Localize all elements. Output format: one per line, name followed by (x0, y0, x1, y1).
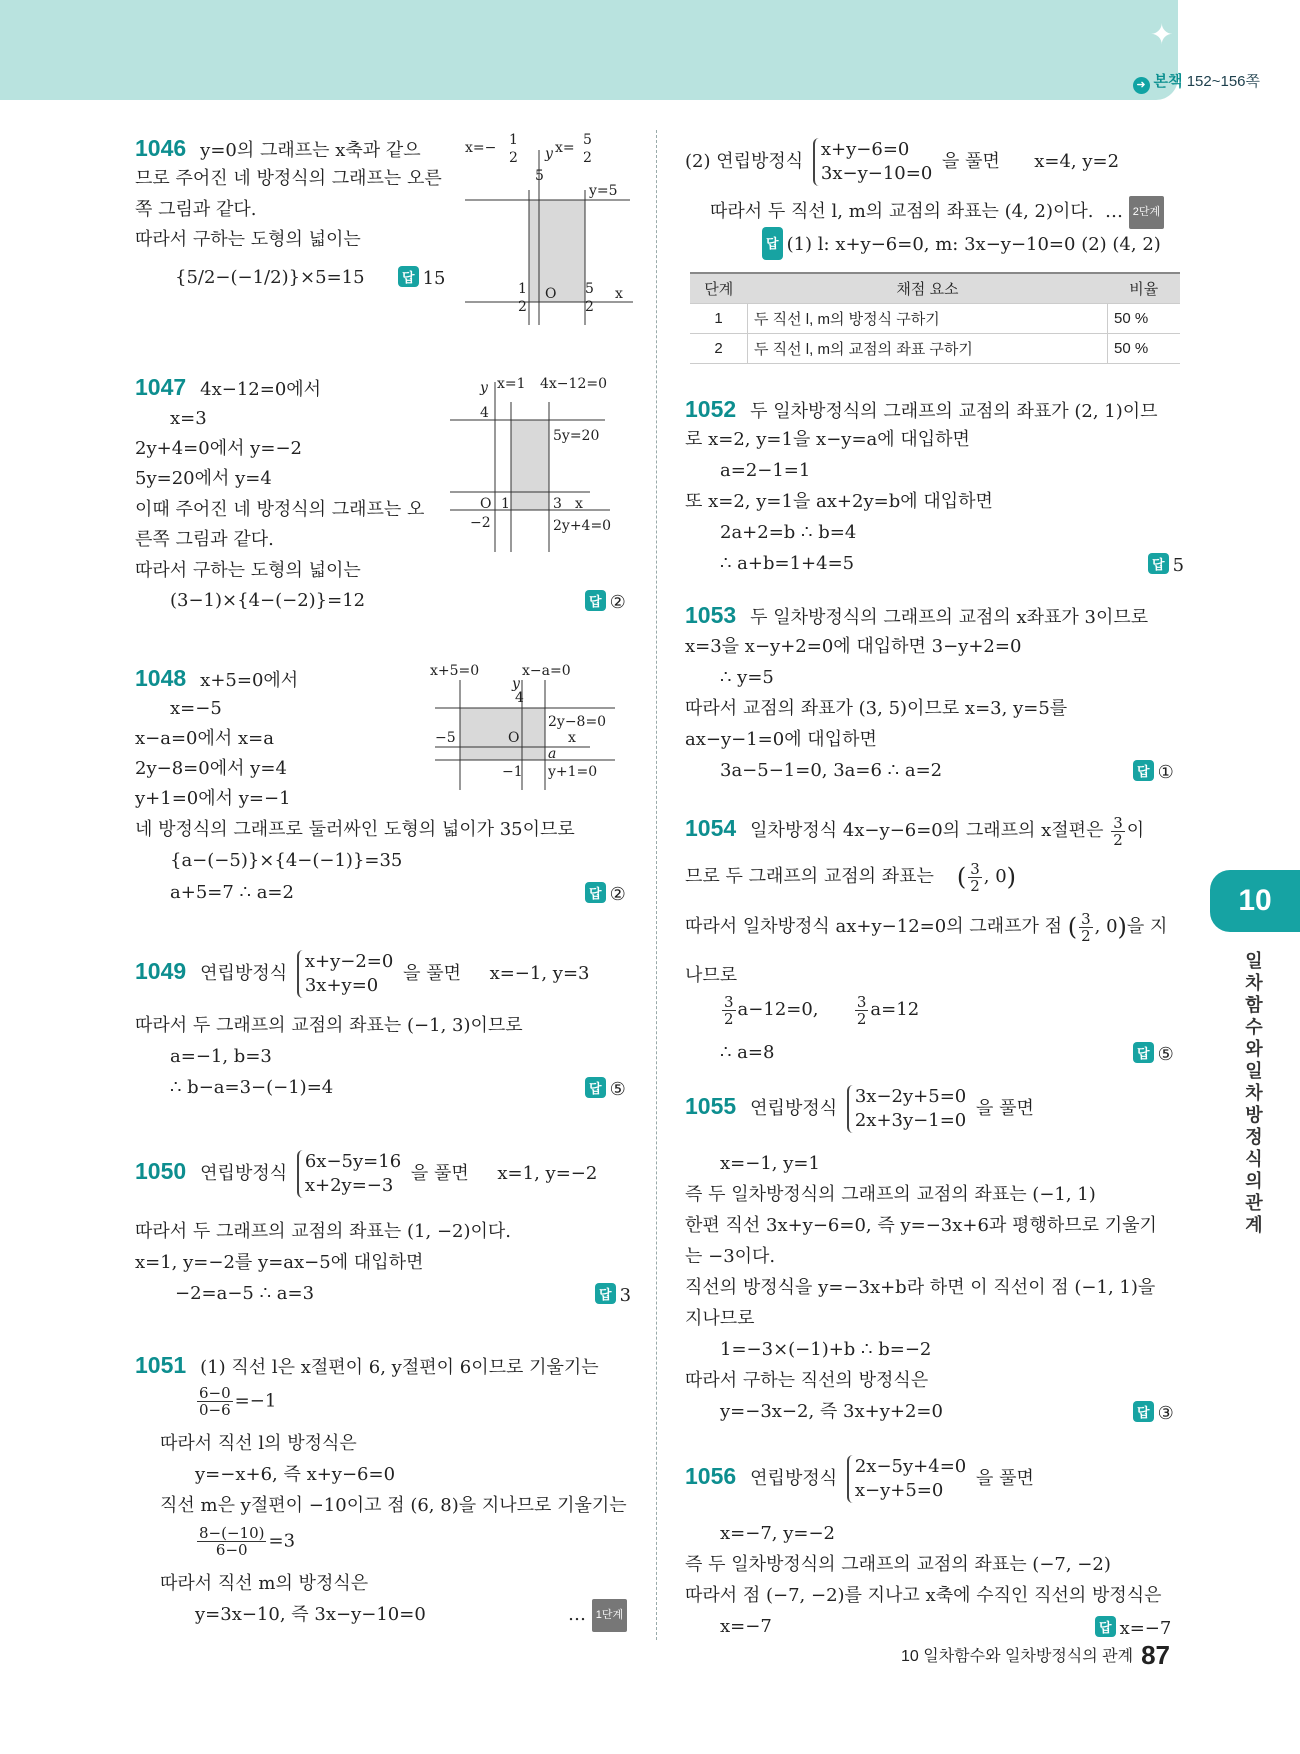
equation-system: 3x−2y+5=0 2x+3y−1=0 (847, 1085, 966, 1133)
svg-text:5: 5 (535, 168, 544, 184)
arrow-right-icon: ➜ (1133, 77, 1150, 94)
svg-text:2y+4=0: 2y+4=0 (553, 518, 612, 534)
page-reference: ➜ 본책 152~156쪽 (1133, 70, 1260, 94)
page-footer: 10 일차함수와 일차방정식의 관계 87 (901, 1640, 1170, 1670)
shaded-region (511, 420, 549, 510)
answer: 답 ③ (1133, 1401, 1174, 1424)
svg-text:x: x (615, 286, 623, 302)
shaded-region (529, 200, 585, 302)
answer: 답 x=−7 (1095, 1616, 1171, 1639)
fraction: $\frac{3}{2}$ (1081, 909, 1091, 945)
svg-text:2: 2 (509, 150, 518, 166)
svg-text:5: 5 (585, 281, 594, 297)
header-band (0, 0, 1178, 100)
answer: 답 5 (1148, 553, 1184, 576)
equation-system: 6x−5y=16 x+2y=−3 (297, 1150, 401, 1198)
answer: 답 3 (595, 1283, 631, 1306)
fraction: $\frac{3}{2}$ (1113, 813, 1123, 849)
svg-text:x+5=0: x+5=0 (430, 663, 480, 679)
graph-1046 (465, 130, 640, 330)
svg-text:x−a=0: x−a=0 (522, 663, 571, 679)
answer: 답 ② (585, 882, 626, 905)
svg-text:2y−8=0: 2y−8=0 (548, 714, 607, 730)
svg-text:4x−12=0: 4x−12=0 (540, 376, 607, 392)
svg-text:−5: −5 (435, 730, 456, 746)
svg-text:y=5: y=5 (589, 183, 618, 199)
svg-text:2: 2 (583, 150, 592, 166)
svg-text:y+1=0: y+1=0 (548, 764, 598, 780)
chapter-tab: 10 (1210, 870, 1300, 932)
svg-text:5y=20: 5y=20 (553, 428, 600, 444)
svg-text:O: O (508, 730, 520, 746)
fraction: $\frac{6-0}{0-6}$ (199, 1384, 231, 1419)
shaded-region (460, 708, 545, 760)
answer: 답 (1) l: x+y−6=0, m: 3x−y−10=0 (2) (4, 2) (762, 227, 1161, 260)
graph-1048 (430, 660, 630, 800)
svg-text:1: 1 (518, 281, 527, 297)
sparkle-icon: ✦ (1178, 18, 1195, 42)
answer: 답 ⑤ (585, 1077, 626, 1100)
fraction: $\frac{8-(-10)}{6-0}$ (199, 1524, 265, 1559)
svg-text:x=1: x=1 (497, 376, 526, 392)
answer: 답 15 (398, 266, 445, 289)
svg-text:3: 3 (553, 496, 562, 512)
fraction: $\frac{3}{2}$ (970, 859, 980, 895)
svg-text:a: a (548, 746, 557, 762)
svg-text:y: y (545, 146, 553, 162)
equation-system: x+y−6=0 3x−y−10=0 (813, 138, 932, 186)
chapter-tab-label: 일차함수와 일차방정식의 관계 (1245, 951, 1263, 1235)
svg-text:y: y (480, 380, 488, 396)
svg-text:4: 4 (480, 405, 489, 421)
graph-1047 (445, 372, 635, 562)
answer: 답 ② (585, 590, 626, 613)
table-row: 1 두 직선 l, m의 방정식 구하기 50 % (690, 304, 1180, 334)
svg-text:O: O (480, 496, 492, 512)
svg-text:O: O (545, 286, 557, 302)
svg-text:2: 2 (585, 299, 594, 315)
svg-text:−1: −1 (502, 764, 523, 780)
svg-text:x: x (568, 730, 576, 746)
label-x-right: x= (555, 140, 575, 156)
equation-system: 2x−5y+4=0 x−y+5=0 (847, 1455, 966, 1503)
fraction: $\frac{3}{2}$ (856, 992, 867, 1028)
step-badge: 2단계 (1129, 196, 1164, 229)
fraction: $\frac{3}{2}$ (724, 992, 734, 1028)
svg-text:2: 2 (518, 299, 527, 315)
svg-text:4: 4 (515, 690, 524, 706)
page-number: 87 (1141, 1640, 1170, 1670)
column-divider (656, 130, 657, 1640)
equation-system: x+y−2=0 3x+y=0 (297, 950, 393, 998)
svg-text:1: 1 (501, 496, 510, 512)
step-badge: 1단계 (592, 1599, 627, 1632)
sparkle-icon: ✦ (1150, 18, 1174, 51)
svg-text:y: y (512, 676, 520, 692)
grading-table: 단계 채점 요소 비율 1 두 직선 l, m의 방정식 구하기 50 % 2 두 직선 l, m의 교점의 좌표 구하기 50 % (690, 272, 1180, 364)
answer: 답 ① (1133, 760, 1174, 783)
label-x-left: x=− (465, 140, 497, 156)
svg-text:−2: −2 (470, 515, 491, 531)
svg-text:1: 1 (509, 132, 518, 148)
svg-text:5: 5 (583, 132, 592, 148)
svg-text:x: x (575, 496, 583, 512)
table-row: 2 두 직선 l, m의 교점의 좌표 구하기 50 % (690, 334, 1180, 364)
answer: 답 ⑤ (1133, 1042, 1174, 1065)
